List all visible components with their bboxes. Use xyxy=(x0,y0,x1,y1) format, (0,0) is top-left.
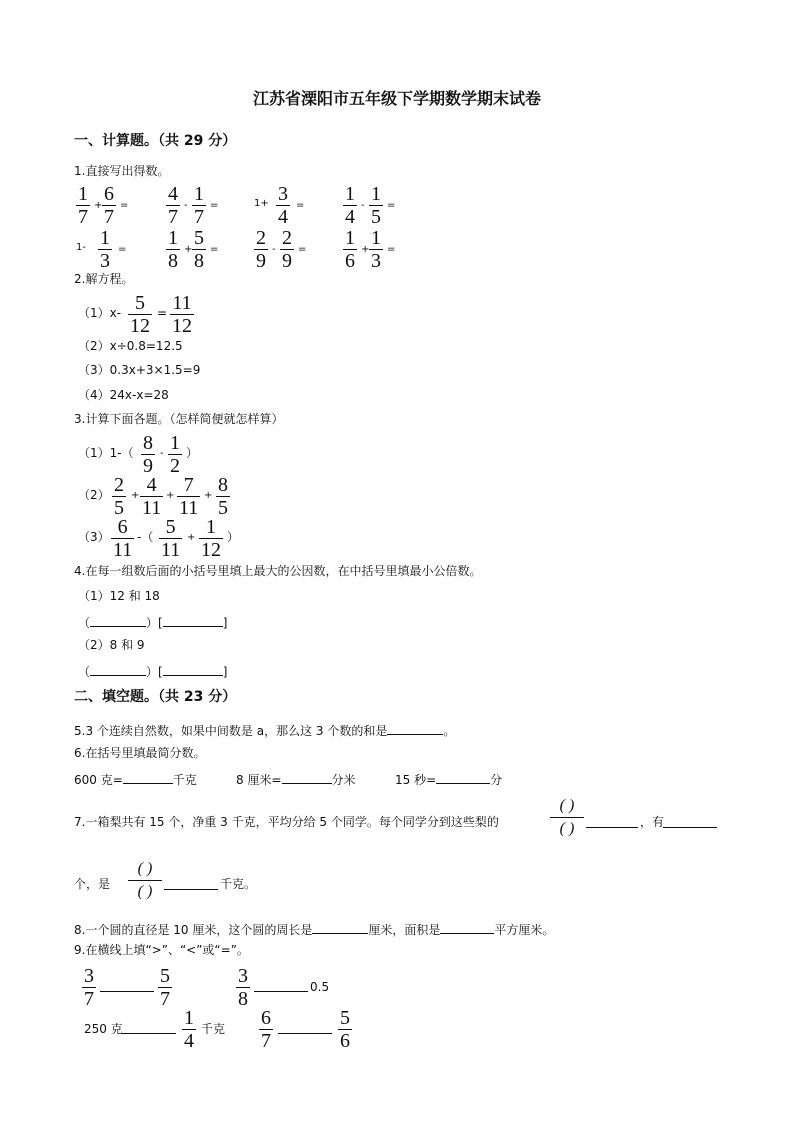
q1-row1-item-1-fraction-a: 1 7 xyxy=(78,183,88,228)
q1-row1-item-1-equals: = xyxy=(120,200,129,211)
q2-equation-1-fraction-a: 5 12 xyxy=(130,292,150,337)
q3-expr-1-fraction-a: 8 9 xyxy=(143,432,153,477)
q1-row2-item-2-fraction-a: 1 8 xyxy=(168,227,178,272)
q7-line2-unit: 千克。 xyxy=(220,877,257,891)
q1-row1-item-1-operator: + xyxy=(94,200,103,211)
q5-text: 5.3 个连续自然数，如果中间数是 a，那么这 3 个数的和是 。 xyxy=(74,724,456,738)
q1-row2-item-4-fraction-a: 1 6 xyxy=(345,227,355,272)
q6-blank-3[interactable] xyxy=(436,771,490,784)
q8-area-blank[interactable] xyxy=(440,921,494,934)
q9-a-right-fraction: 5 7 xyxy=(160,965,170,1010)
q3-expr-2-fraction-c: 7 11 xyxy=(179,474,199,519)
q6-label: 6.在括号里填最简分数。 xyxy=(74,746,206,760)
q1-row1-item-3-prefix: 1+ xyxy=(254,198,269,209)
q6-blank-1[interactable] xyxy=(123,771,173,784)
q1-row2-item-3-fraction-a: 2 9 xyxy=(256,227,266,272)
q9-d-right-fraction: 5 6 xyxy=(340,1007,350,1052)
q1-row1-item-4-fraction-b: 1 5 xyxy=(371,183,381,228)
q1-row1-item-2-equals: = xyxy=(210,200,219,211)
q1-row1-item-1-fraction-b: 6 7 xyxy=(104,183,114,228)
q3-expr-2-op-2: + xyxy=(166,490,175,501)
q1-row2-item-1-equals: = xyxy=(118,244,127,255)
q9-d-blank[interactable] xyxy=(278,1033,332,1034)
q3-expr-3-op-2: + xyxy=(187,532,196,543)
q7-line2-prefix: 个，是 xyxy=(74,877,111,891)
q3-expr-3-fraction-a: 6 11 xyxy=(113,516,133,561)
q4-group-2: （2）8 和 9 xyxy=(78,638,145,652)
section-heading-calculation: 一、计算题。（共 29 分） xyxy=(74,133,237,149)
q9-b-blank[interactable] xyxy=(254,991,308,992)
q4-lcm-2-blank[interactable] xyxy=(163,663,223,676)
q1-row1-item-2-fraction-b: 1 7 xyxy=(194,183,204,228)
q6-item-3: 15 秒= 分 xyxy=(395,773,503,787)
q1-row2-item-2-operator: + xyxy=(184,244,193,255)
q4-group-1: （1）12 和 18 xyxy=(78,589,160,603)
q1-row2-item-3-equals: = xyxy=(298,244,307,255)
q9-a-blank[interactable] xyxy=(100,991,154,992)
q4-label: 4.在每一组数后面的小括号里填上最大的公因数，在中括号里填最小公倍数。 xyxy=(74,564,482,578)
q1-row2-item-3-fraction-b: 2 9 xyxy=(282,227,292,272)
section-heading-fill-in: 二、填空题。（共 23 分） xyxy=(74,689,237,705)
q2-equation-3: （3）0.3x+3×1.5=9 xyxy=(78,363,201,377)
q3-expr-3-fraction-b: 5 11 xyxy=(161,516,181,561)
q9-label: 9.在横线上填“>”、“<”或“=”。 xyxy=(74,943,249,957)
q1-row1-item-4-equals: = xyxy=(387,200,396,211)
q7-fraction-blank-2[interactable]: ( ) ( ) xyxy=(128,859,162,902)
q4-gcd-2-blank[interactable] xyxy=(90,663,146,676)
q4-gcd-1-blank[interactable] xyxy=(90,614,146,627)
q9-c-blank[interactable] xyxy=(122,1033,176,1034)
q1-row1-item-4-operator: - xyxy=(361,200,365,211)
q4-group-2-answers: （ ）[ ] xyxy=(78,665,228,679)
q2-label: 2.解方程。 xyxy=(74,272,134,286)
q3-expr-2-op-1: + xyxy=(131,490,140,501)
q3-label: 3.计算下面各题。（怎样简便就怎样算） xyxy=(74,412,284,426)
q4-lcm-1-blank[interactable] xyxy=(163,614,223,627)
q4-group-1-answers: （ ）[ ] xyxy=(78,616,228,630)
q6-item-2: 8 厘米= 分米 xyxy=(236,773,356,787)
q3-expr-2-prefix: （2） xyxy=(78,488,110,502)
q7-blank-3[interactable] xyxy=(164,889,218,890)
q9-c-right-fraction: 1 4 xyxy=(184,1007,194,1052)
q9-a-left-fraction: 3 7 xyxy=(84,965,94,1010)
q1-row1-item-3-fraction: 3 4 xyxy=(278,183,288,228)
q2-equation-2: （2）x÷0.8=12.5 xyxy=(78,339,183,353)
q7-blank-1[interactable] xyxy=(586,827,638,828)
q3-expr-1-op: - xyxy=(160,448,164,459)
q9-b-left-fraction: 3 8 xyxy=(238,965,248,1010)
q2-equation-1-fraction-b: 11 12 xyxy=(172,292,192,337)
q7-comma-has: ，有 xyxy=(640,815,665,829)
q2-equation-1-equals: = xyxy=(157,306,168,320)
q3-expr-2-fraction-d: 8 5 xyxy=(218,474,228,519)
q3-expr-1-fraction-b: 1 2 xyxy=(170,432,180,477)
q9-d-left-fraction: 6 7 xyxy=(261,1007,271,1052)
q2-equation-1-prefix: （1）x- xyxy=(78,306,122,320)
q8-circumference-blank[interactable] xyxy=(312,921,368,934)
q7-text: 7.一箱梨共有 15 个，净重 3 千克，平均分给 5 个同学。每个同学分到这些梨的 xyxy=(74,815,499,829)
q7-fraction-blank-1[interactable]: ( ) ( ) xyxy=(550,796,584,839)
q3-expr-1-prefix: （1）1-（ xyxy=(78,446,134,460)
q2-equation-4: （4）24x-x=28 xyxy=(78,388,169,402)
q6-blank-2[interactable] xyxy=(282,771,332,784)
q1-row2-item-1-fraction: 1 3 xyxy=(100,227,110,272)
q3-expr-3-op-1: -（ xyxy=(137,530,154,544)
q3-expr-1-close: ） xyxy=(186,446,199,460)
q1-row1-item-2-operator: - xyxy=(184,200,188,211)
q6-item-1: 600 克= 千克 xyxy=(74,773,197,787)
q1-row1-item-3-equals: = xyxy=(296,200,305,211)
q7-blank-2[interactable] xyxy=(663,827,717,828)
q1-row1-item-4-fraction-a: 1 4 xyxy=(345,183,355,228)
q3-expr-2-op-3: + xyxy=(204,490,213,501)
q1-row2-item-4-operator: + xyxy=(361,244,370,255)
q5-answer-blank[interactable] xyxy=(387,722,443,735)
q1-row2-item-3-operator: - xyxy=(272,244,276,255)
q3-expr-3-fraction-c: 1 12 xyxy=(201,516,221,561)
q8-text: 8.一个圆的直径是 10 厘米，这个圆的周长是 厘米，面积是 平方厘米。 xyxy=(74,923,555,937)
q3-expr-3-prefix: （3） xyxy=(78,530,110,544)
q1-row2-item-4-fraction-b: 1 3 xyxy=(371,227,381,272)
q1-row2-item-4-equals: = xyxy=(387,244,396,255)
q3-expr-2-fraction-a: 2 5 xyxy=(114,474,124,519)
page-title: 江苏省溧阳市五年级下学期数学期末试卷 xyxy=(252,89,541,108)
q1-row1-item-2-fraction-a: 4 7 xyxy=(168,183,178,228)
q1-row2-item-2-equals: = xyxy=(210,244,219,255)
q1-label: 1.直接写出得数。 xyxy=(74,164,170,178)
q1-row2-item-1-prefix: 1- xyxy=(76,242,86,253)
q9-c-left-value: 250 克 xyxy=(84,1022,123,1036)
q9-b-right-value: 0.5 xyxy=(310,980,330,994)
q9-c-unit: 千克 xyxy=(201,1022,226,1036)
q3-expr-2-fraction-b: 4 11 xyxy=(142,474,162,519)
q1-row2-item-2-fraction-b: 5 8 xyxy=(194,227,204,272)
q3-expr-3-close: ） xyxy=(227,530,240,544)
